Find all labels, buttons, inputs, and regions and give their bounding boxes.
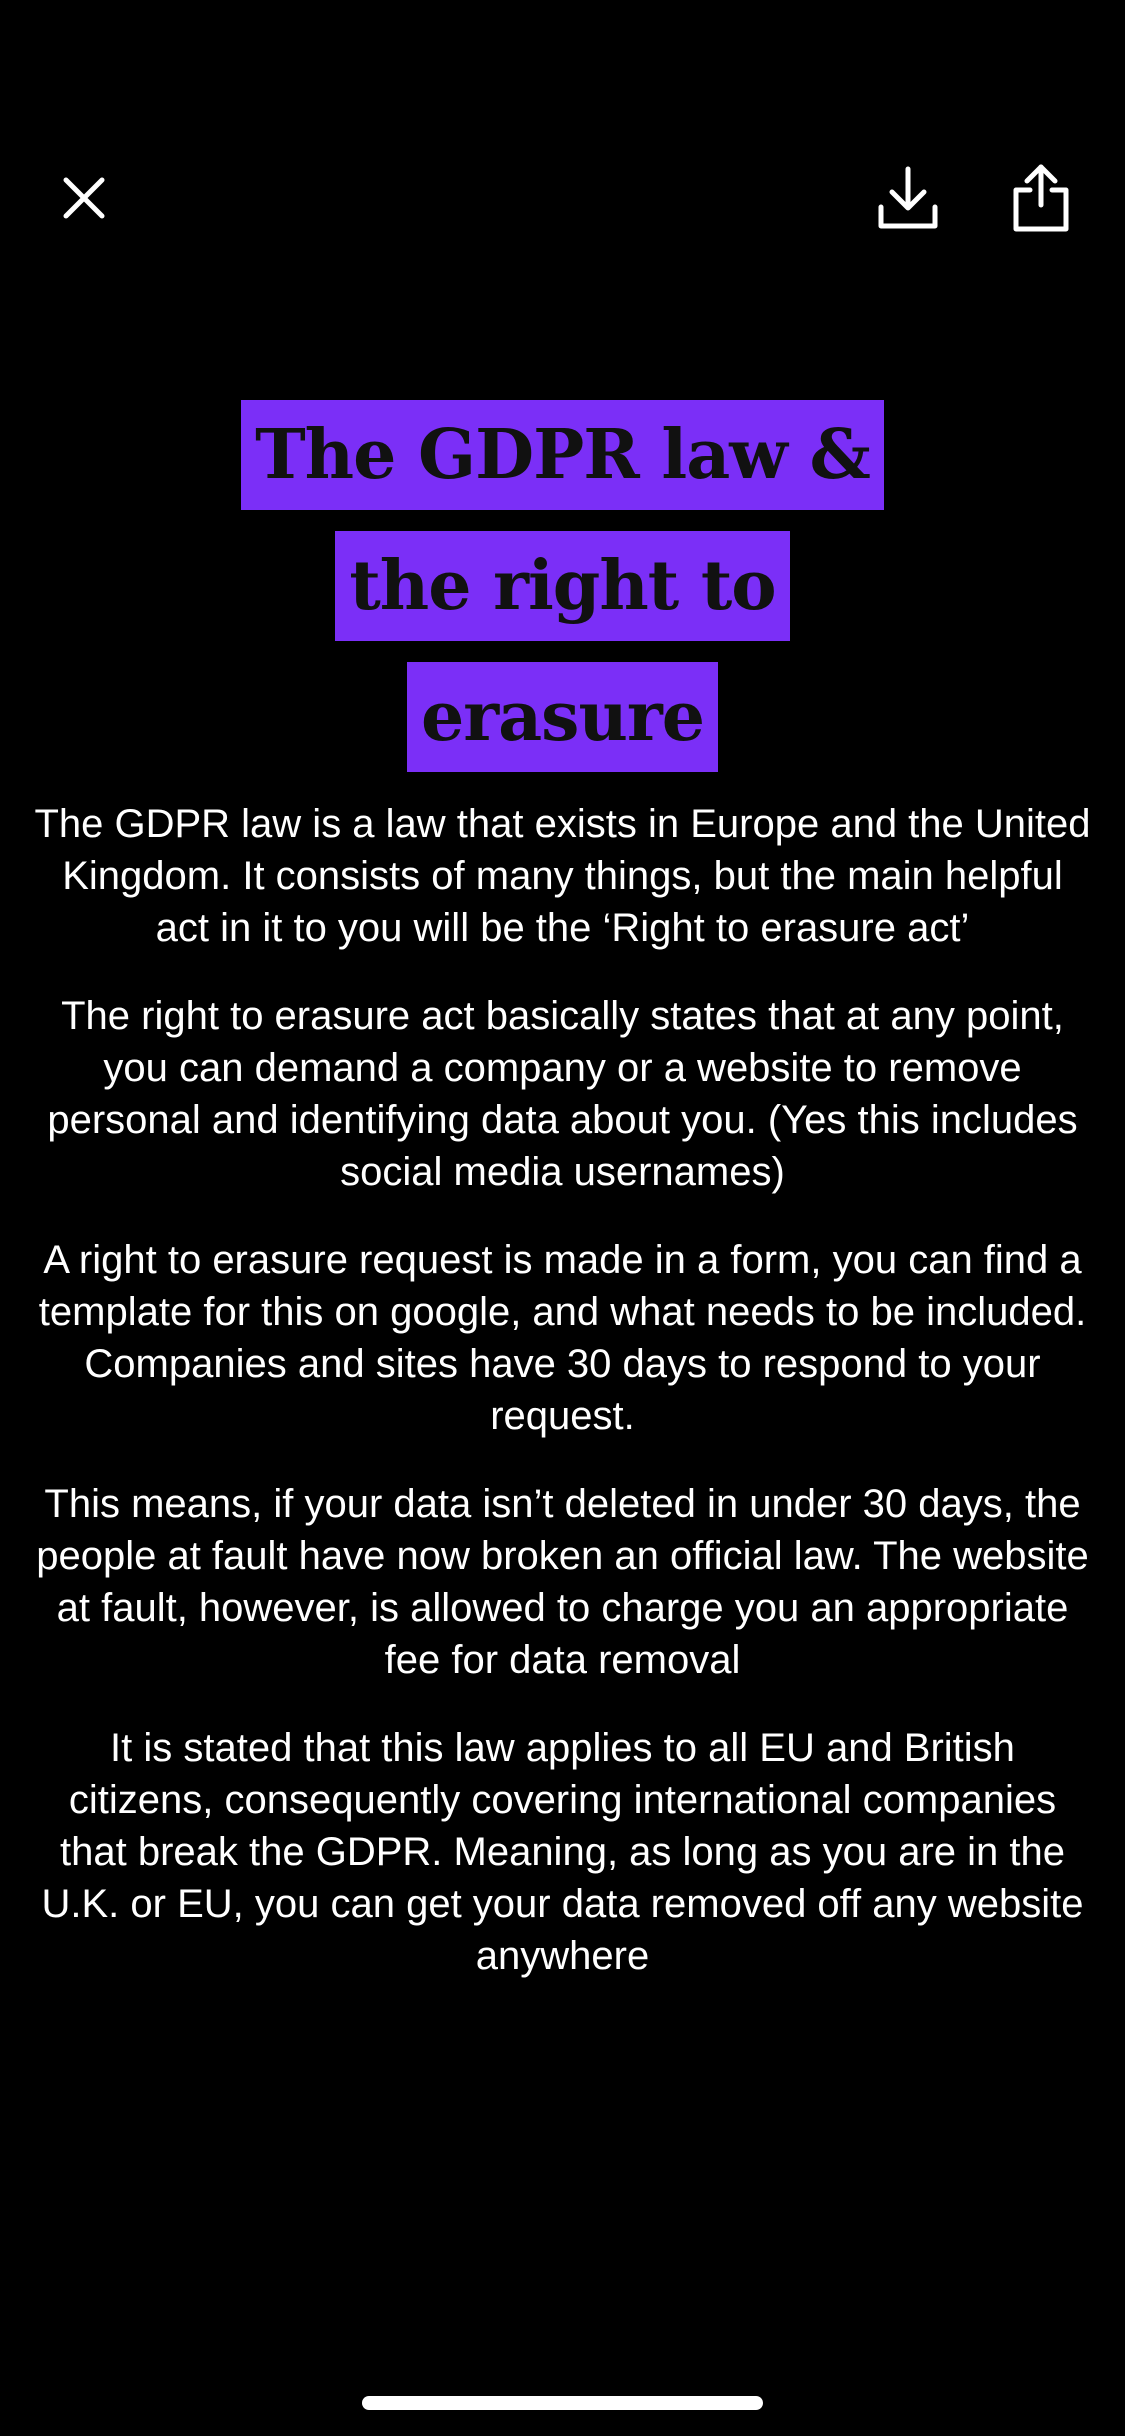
title-line: the right to bbox=[335, 531, 789, 641]
share-icon bbox=[1012, 163, 1070, 233]
body-paragraph: This means, if your data isn’t deleted in under 30 days, the people at fault have now broken an official law. The website at fault, however, is allowed to charge you an appropriate fee for data removal bbox=[36, 1482, 1089, 1682]
body-paragraph: The GDPR law is a law that exists in Europe and the United Kingdom. It consists of many things, but the main helpful act in it to you will be the ‘Right to erasure act’ bbox=[34, 802, 1091, 950]
story-toolbar bbox=[0, 150, 1125, 246]
story-body bbox=[33, 798, 1093, 2018]
title-line: The GDPR law & bbox=[241, 400, 884, 510]
download-button[interactable] bbox=[860, 150, 956, 246]
share-button[interactable] bbox=[993, 150, 1089, 246]
body-paragraph: It is stated that this law applies to all EU and British citizens, consequently covering international companies that break the GDPR. Meaning, as long as you are in the U.K. or EU, you can get your data removed off any website anywhere bbox=[41, 1726, 1084, 1978]
download-icon bbox=[877, 165, 939, 231]
story-title bbox=[241, 400, 884, 772]
body-paragraph: The right to erasure act basically states that at any point, you can demand a company or a website to remove personal and identifying data about you. (Yes this includes social media usernames) bbox=[47, 994, 1078, 1194]
story-content bbox=[0, 400, 1125, 2018]
body-paragraph: A right to erasure request is made in a form, you can find a template for this on google, and what needs to be included. Companies and sites have 30 days to respond to your request. bbox=[38, 1238, 1087, 1438]
close-button[interactable] bbox=[36, 150, 132, 246]
title-line: erasure bbox=[407, 662, 718, 772]
home-indicator[interactable] bbox=[362, 2396, 763, 2410]
close-icon bbox=[60, 174, 108, 222]
